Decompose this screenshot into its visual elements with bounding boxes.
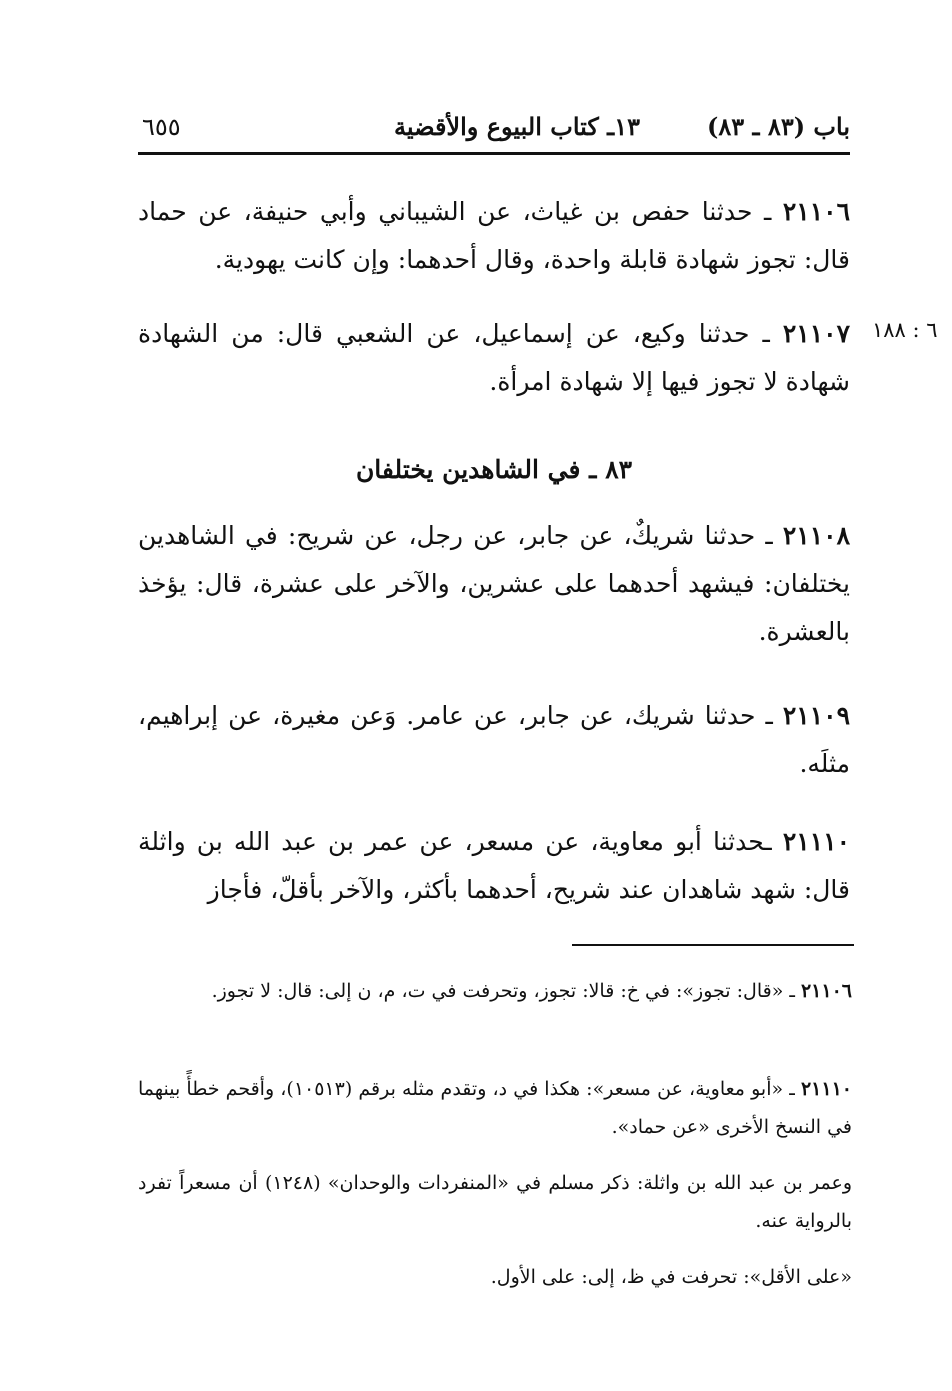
page-number: ٦٥٥ [142,113,181,141]
hadith-number: ٢١١١٠ [782,827,850,856]
book-title: ١٣ـ كتاب البيوع والأقضية [394,112,640,141]
hadith-paragraph [138,818,850,914]
footnote [138,1164,852,1240]
hadith-text: ـحدثنا أبو معاوية، عن مسعر، عن عمر بن عبد الله بن واثلة قال: شهد شاهدان عند شريح، أحدهما بأكثر، والآخر بأقلّ، فأجاز [138,827,850,904]
hadith-number: ٢١١٠٩ [782,701,850,730]
footnote [138,1070,852,1146]
margin-reference: ٦ : ١٨٨ [872,318,938,342]
chapter-heading: باب (٨٣ ـ ٨٣) [707,112,850,141]
hadith-text: ـ حدثنا وكيع، عن إسماعيل، عن الشعبي قال: من الشهادة شهادة لا تجوز فيها إلا شهادة امرأة. [138,319,850,396]
hadith-number: ٢١١٠٧ [782,319,850,348]
hadith-text: ـ حدثنا شريكٌ، عن جابر، عن رجل، عن شريح: في الشاهدين يختلفان: فيشهد أحدهما على عشرين، والآخر على عشرة، قال: يؤخذ بالعشرة. [138,521,850,646]
header-rule [138,152,850,155]
footnote-text: ـ «قال: تجوز»: في خ: قالا: تجوز، وتحرفت في ت، م، ن إلى: قال: لا تجوز. [211,980,801,1002]
hadith-paragraph [138,512,850,656]
footnote-number: ٢١١١٠ [800,1078,852,1100]
footnote [138,1258,852,1296]
running-header [138,108,850,154]
footnote-text: «على الأقل»: تحرفت في ظ، إلى: على الأول. [490,1266,852,1288]
hadith-paragraph [138,310,850,406]
footnote-text: ـ «أبو معاوية، عن مسعر»: هكذا في د، وتقدم مثله برقم (١٠٥١٣)، وأقحم خطأً بينهما في النسخ الأخرى «عن حماد». [138,1078,852,1138]
footnote-text: وعمر بن عبد الله بن واثلة: ذكر مسلم في «المنفردات والوحدان» (١٢٤٨) أن مسعراً تفرد بالرواية عنه. [138,1172,852,1232]
footnote-number: ٢١١٠٦ [800,980,852,1002]
hadith-number: ٢١١٠٨ [782,521,850,550]
hadith-text: ـ حدثنا حفص بن غياث، عن الشيباني وأبي حنيفة، عن حماد قال: تجوز شهادة قابلة واحدة، وقال أحدهما: وإن كانت يهودية. [138,197,850,274]
hadith-paragraph [138,692,850,788]
hadith-number: ٢١١٠٦ [782,197,850,226]
hadith-text: ـ حدثنا شريك، عن جابر، عن عامر. وَعن مغيرة، عن إبراهيم، مثلَه. [138,701,850,778]
hadith-paragraph [138,188,850,284]
section-title: ٨٣ ـ في الشاهدين يختلفان [355,455,633,484]
footnote [138,972,852,1010]
footnote-rule [572,944,854,946]
